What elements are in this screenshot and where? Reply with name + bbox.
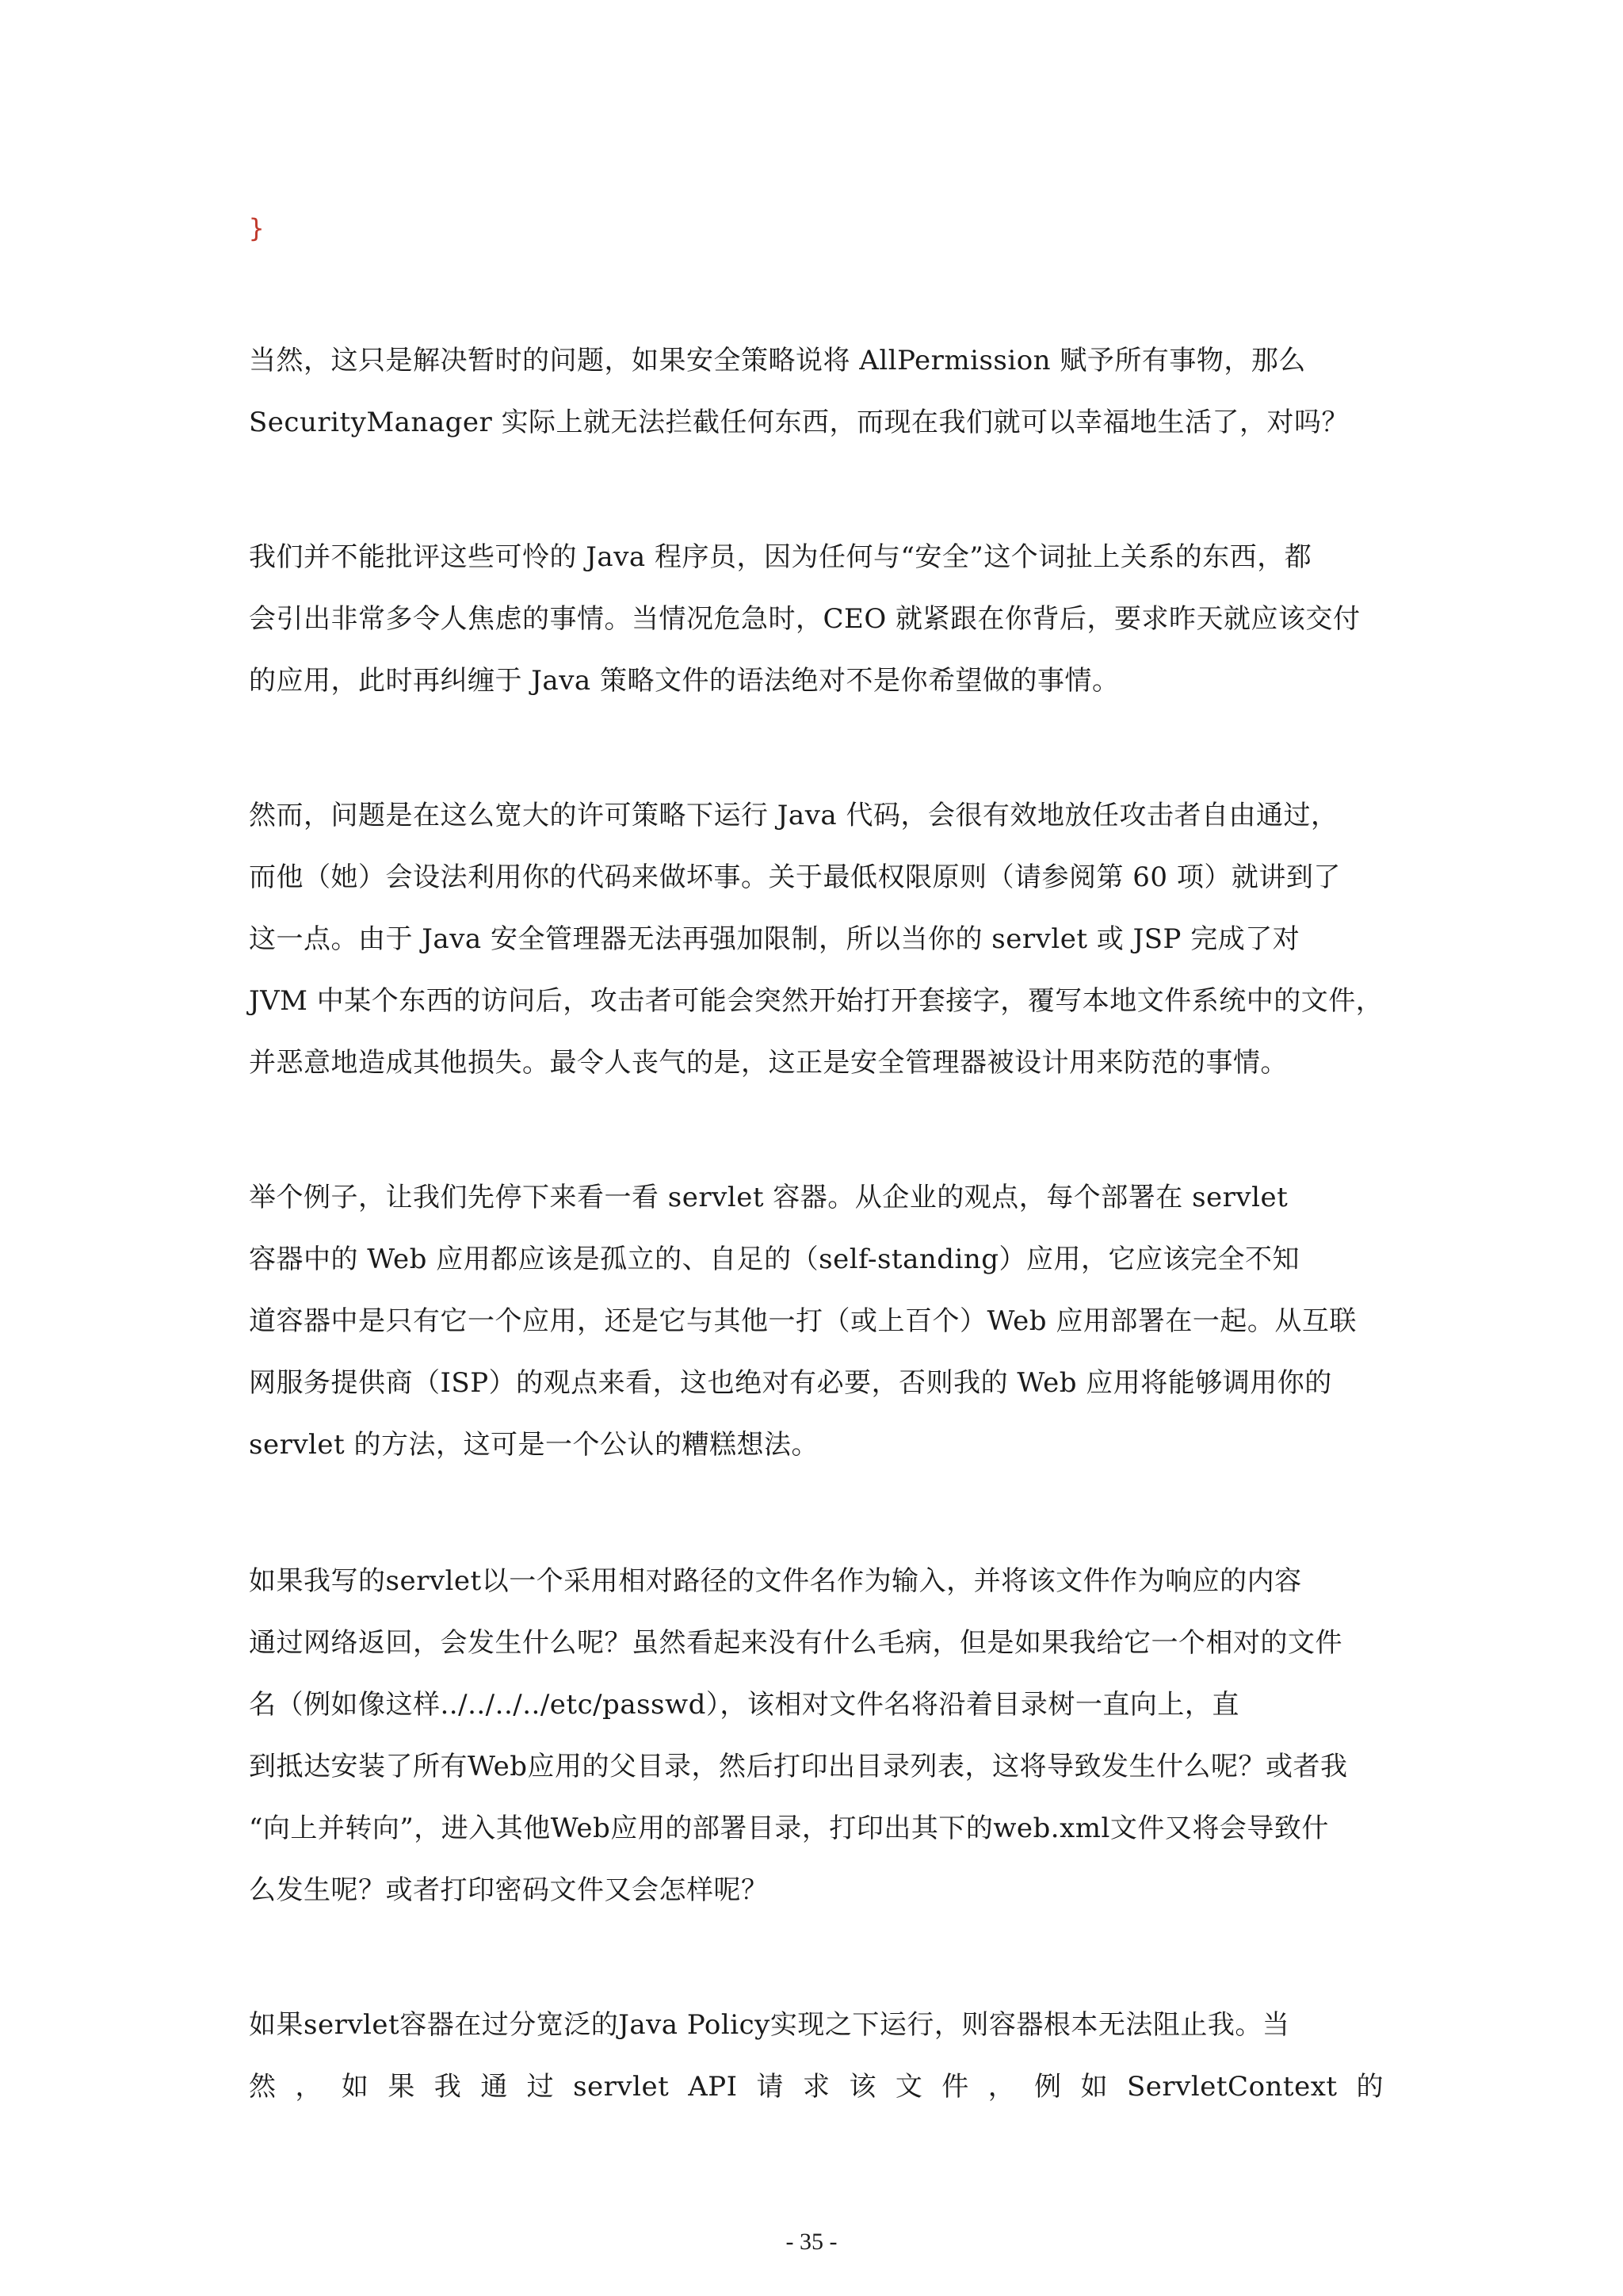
text-token: 例 (1034, 2071, 1062, 2103)
paragraph-2 (249, 526, 1384, 712)
text-line: 这一点。由于 Java 安全管理器无法再强加限制，所以当你的 servlet 或 JSP 完成了对 (249, 923, 1300, 955)
text-line: 而他（她）会设法利用你的代码来做坏事。关于最低权限原则（请参阅第 60 项）就讲到了 (249, 861, 1341, 893)
paragraph-5 (249, 1550, 1384, 1921)
justified-text-line (249, 2056, 1384, 2118)
text-token: ， (987, 2071, 1016, 2103)
code-closing-brace: } (249, 213, 265, 243)
text-token: 过 (526, 2071, 555, 2103)
text-line: “向上并转向”，进入其他Web应用的部署目录，打印出其下的web.xml文件又将会导致什 (249, 1813, 1329, 1844)
text-line: 我们并不能批评这些可怜的 Java 程序员，因为任何与“安全”这个词扯上关系的东西，都 (249, 541, 1312, 573)
text-line: 并恶意地造成其他损失。最令人丧气的是，这正是安全管理器被设计用来防范的事情。 (249, 1047, 1288, 1079)
text-token: 我 (433, 2071, 462, 2103)
text-line: 到抵达安装了所有Web应用的父目录，然后打印出目录列表，这将导致发生什么呢？或者我 (249, 1751, 1348, 1782)
text-line: 然而，问题是在这么宽大的许可策略下运行 Java 代码，会很有效地放任攻击者自由通过， (249, 800, 1338, 831)
text-line: 如果我写的servlet以一个采用相对路径的文件名作为输入，并将该文件作为响应的内容 (249, 1565, 1302, 1597)
text-line: SecurityManager 实际上就无法拦截任何东西，而现在我们就可以幸福地生活了，对吗？ (249, 407, 1350, 438)
text-line: 通过网络返回，会发生什么呢？虽然看起来没有什么毛病，但是如果我给它一个相对的文件 (249, 1627, 1342, 1659)
text-line: 网服务提供商（ISP）的观点来看，这也绝对有必要，否则我的 Web 应用将能够调用你的 (249, 1367, 1332, 1399)
text-token: 通 (480, 2071, 508, 2103)
paragraph-3 (249, 785, 1384, 1094)
text-token: 果 (388, 2071, 415, 2103)
text-line: servlet 的方法，这可是一个公认的糟糕想法。 (249, 1429, 819, 1461)
text-line: JVM 中某个东西的访问后，攻击者可能会突然开始打开套接字，覆写本地文件系统中的文件， (249, 985, 1384, 1017)
paragraph-1 (249, 330, 1384, 453)
text-token: 然 (249, 2071, 277, 2103)
text-token: 如 (341, 2071, 369, 2103)
text-line: 么发生呢？或者打印密码文件又会怎样呢？ (249, 1874, 769, 1906)
text-line: 如果servlet容器在过分宽泛的Java Policy实现之下运行，则容器根本无法阻止我。当 (249, 2009, 1290, 2041)
text-token: 件 (941, 2071, 969, 2103)
text-token: ， (295, 2071, 323, 2103)
text-token: 文 (895, 2071, 923, 2103)
text-line: 当然，这只是解决暂时的问题，如果安全策略说将 AllPermission 赋予所有事物，那么 (249, 345, 1306, 376)
text-token: 该 (849, 2071, 876, 2103)
text-token: API (688, 2071, 738, 2103)
text-token: 求 (802, 2071, 831, 2103)
text-line: 的应用，此时再纠缠于 Java 策略文件的语法绝对不是你希望做的事情。 (249, 665, 1120, 697)
paragraph-4 (249, 1167, 1384, 1476)
text-token: 请 (756, 2071, 785, 2103)
page-number: - 35 - (785, 2229, 838, 2255)
paragraph-6 (249, 1994, 1384, 2118)
text-line: 名（例如像这样../../../../etc/passwd），该相对文件名将沿着目录树一直向上，直 (249, 1689, 1239, 1721)
text-token: servlet (573, 2071, 670, 2103)
text-token: 如 (1080, 2071, 1109, 2103)
text-line: 道容器中是只有它一个应用，还是它与其他一打（或上百个）Web 应用部署在一起。从互联 (249, 1305, 1357, 1337)
text-line: 会引出非常多令人焦虑的事情。当情况危急时，CEO 就紧跟在你背后，要求昨天就应该交付 (249, 603, 1361, 635)
text-line: 容器中的 Web 应用都应该是孤立的、自足的（self-standing）应用，它应该完全不知 (249, 1244, 1300, 1275)
text-line: 举个例子，让我们先停下来看一看 servlet 容器。从企业的观点，每个部署在 servlet (249, 1182, 1289, 1213)
text-token: ServletContext (1127, 2071, 1338, 2103)
text-token: 的 (1356, 2071, 1384, 2103)
